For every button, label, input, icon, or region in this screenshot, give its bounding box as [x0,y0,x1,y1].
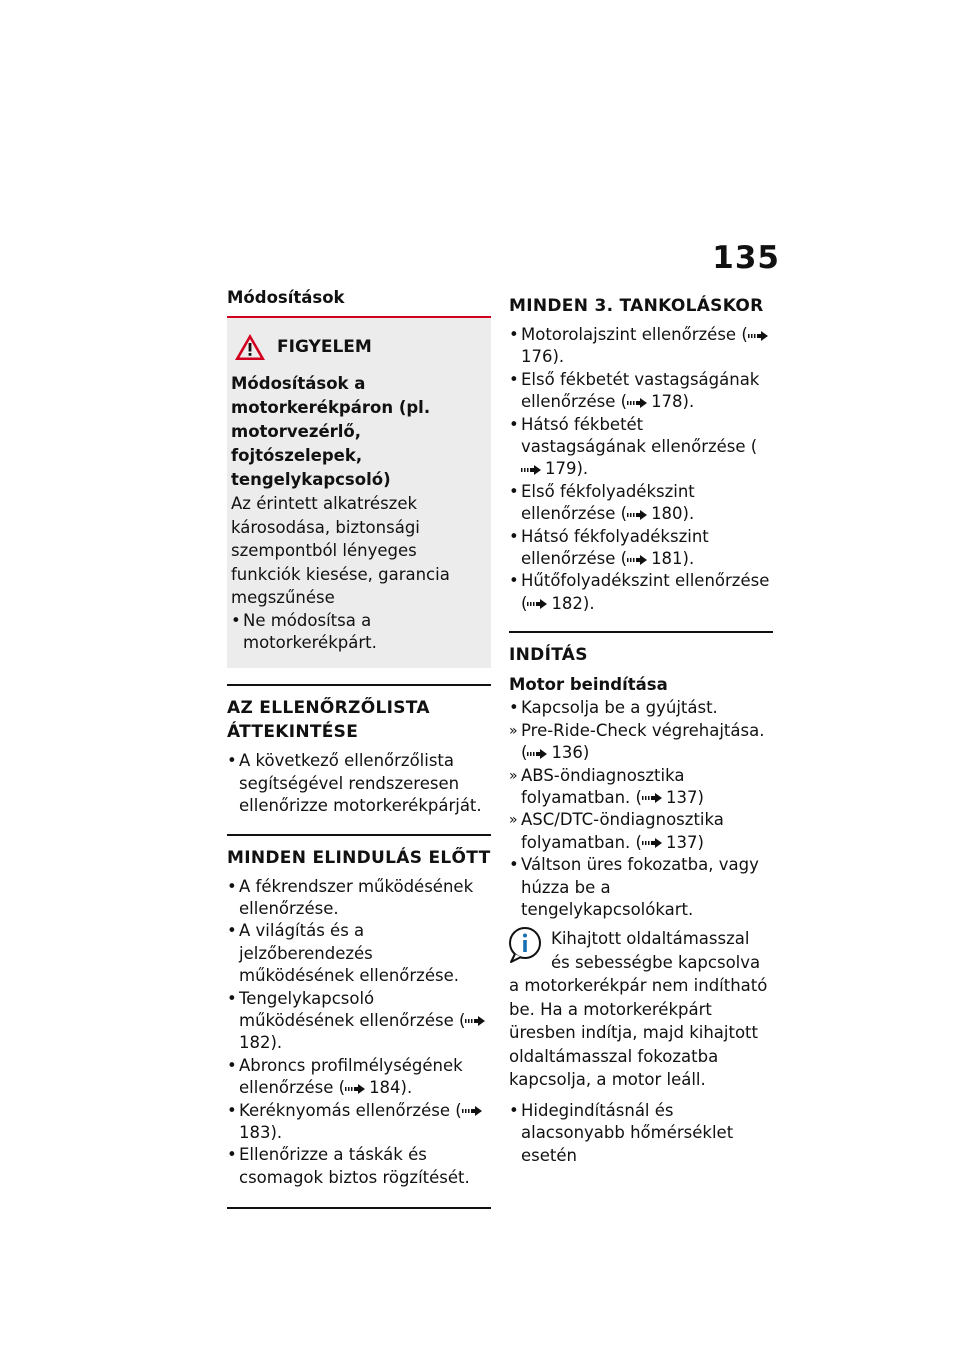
list-item [227,1100,491,1145]
list-item [509,570,773,615]
divider [227,684,491,686]
page-ref-link[interactable]: 136) [551,743,590,763]
heading-start: INDÍTÁS [509,645,588,666]
list-item-text: Tengelykapcsoló működésének ellenőrzése ( [239,988,466,1030]
list-item-text: Hátsó fékfolyadékszint ellenőrzése ( [521,526,709,569]
page-ref-link[interactable]: 137) [666,832,704,852]
divider [227,834,491,836]
section-title: Módosítások [227,288,345,307]
arrow-ref-icon [627,510,647,520]
step-text: Pre-Ride-Check végrehajtása. ( [521,720,765,763]
page-ref-link[interactable]: 183). [239,1123,283,1142]
heading-checklist: AZ ELLENŐRZŐLISTA ÁTTEKINTÉSE [227,698,430,743]
list-item-text: Ellenőrizze a táskák és csomagok biztos rögzítését. [239,1145,470,1187]
subheading-engine-start: Motor beindítása [509,675,668,695]
arrow-ref-icon [527,749,547,759]
step-item: • Hidegindításnál és alacsonyabb hőmérséklet esetén [509,1100,773,1167]
arrow-ref-icon [642,793,662,803]
info-note-icon [507,925,543,965]
page-ref-link[interactable]: 181). [651,549,695,569]
arrow-ref-icon [627,398,647,408]
list-item [509,324,773,369]
start-steps [509,697,773,921]
list-item [509,369,773,414]
list-item [227,1055,491,1100]
arrow-ref-icon [627,555,647,565]
divider [227,1207,491,1209]
list-item [227,920,491,987]
warning-header [231,332,485,362]
arrow-ref-icon [527,599,547,609]
page-ref-link[interactable]: 184). [369,1078,413,1098]
warning-triangle-icon [233,332,267,362]
page-ref-link[interactable]: 182). [551,593,595,613]
page-ref-link[interactable]: 179). [545,459,589,479]
list-item-text: Hűtőfolyadékszint ellenőrzése ( [521,571,770,613]
arrow-ref-icon [345,1084,365,1094]
before-ride-list [227,876,491,1190]
list-item-text: Motorolajszint ellenőrzése ( [521,325,748,344]
warning-cause: Módosítások a motorkerékpáron (pl. motorvezérlő, fojtószelepek, tengelykapcsoló) [231,374,431,489]
left-column [227,288,491,1219]
arrow-ref-icon [642,838,662,848]
step-item [509,854,773,921]
heading-before-ride: MINDEN ELINDULÁS ELŐTT [227,847,491,868]
note-text: Kihajtott oldaltámasszal és sebességbe kapcsolva a motorkerékpár nem indítható be. Ha a motorkerékpárt üresben indítja, majd kihajtott oldaltámasszal fokozatba kapcsolja, a motor leáll. [509,929,768,1090]
heading-refuel: MINDEN 3. TANKOLÁSKOR [509,296,764,316]
arrow-ref-icon [521,465,541,475]
list-item [509,481,773,526]
start-steps-continued [509,1100,773,1167]
list-item [509,414,773,481]
list-item-text: A világítás és a jelzőberendezés működésének ellenőrzése. [239,921,459,986]
step-text: ASC/DTC-öndiagnosztika folyamatban. ( [521,810,724,852]
list-item-text: Abroncs profilmélységének ellenőrzése ( [239,1055,463,1098]
arrow-ref-icon [748,331,768,341]
list-item-text: Első fékfolyadékszint ellenőrzése ( [521,481,695,524]
arrow-ref-icon [465,1016,485,1026]
right-column [509,288,773,1167]
list-item [227,1144,491,1189]
page-number: 135 [712,240,780,276]
arrow-ref-icon [462,1106,482,1116]
divider [509,631,773,633]
info-note [509,927,773,1092]
list-item [509,526,773,571]
step-text: Kapcsolja be a gyújtást. [521,698,718,718]
warning-measure: • Ne módosítsa a motorkerékpárt. [231,610,485,655]
list-item-text: Első fékbetét vastagságának ellenőrzése ( [521,369,760,412]
list-item-text: A fékrendszer működésének ellenőrzése. [239,876,474,918]
page-ref-link[interactable]: 182). [239,1033,283,1053]
warning-measures [231,610,485,655]
step-text: Váltson üres fokozatba, vagy húzza be a tengelykapcsolókart. [521,855,759,919]
step-text: ABS-öndiagnosztika folyamatban. ( [521,765,685,807]
list-item: • A következő ellenőrzőlista segítségével rendszeresen ellenőrizze motorkerékpárját. [227,750,491,817]
list-item-text: Hátsó fékbetét vastagságának ellenőrzése ( [521,414,758,457]
step-item [509,697,773,719]
refuel-list [509,324,773,615]
result-item [509,765,773,810]
list-item [227,876,491,921]
page-ref-link[interactable]: 137) [666,787,704,807]
warning-box [227,318,491,668]
result-item [509,809,773,854]
list-item [227,988,491,1055]
warning-title: FIGYELEM [277,337,372,357]
page-ref-link[interactable]: 176). [521,347,565,367]
list-item-text: Keréknyomás ellenőrzése ( [239,1100,462,1120]
page-ref-link[interactable]: 178). [651,392,695,412]
result-item [509,720,773,765]
warning-consequence: Az érintett alkatrészek károsodása, biztonsági szempontból lényeges funkciók kiesése, garancia megszűnése [231,494,450,607]
checklist-intro [227,750,491,817]
page-ref-link[interactable]: 180). [651,504,695,524]
